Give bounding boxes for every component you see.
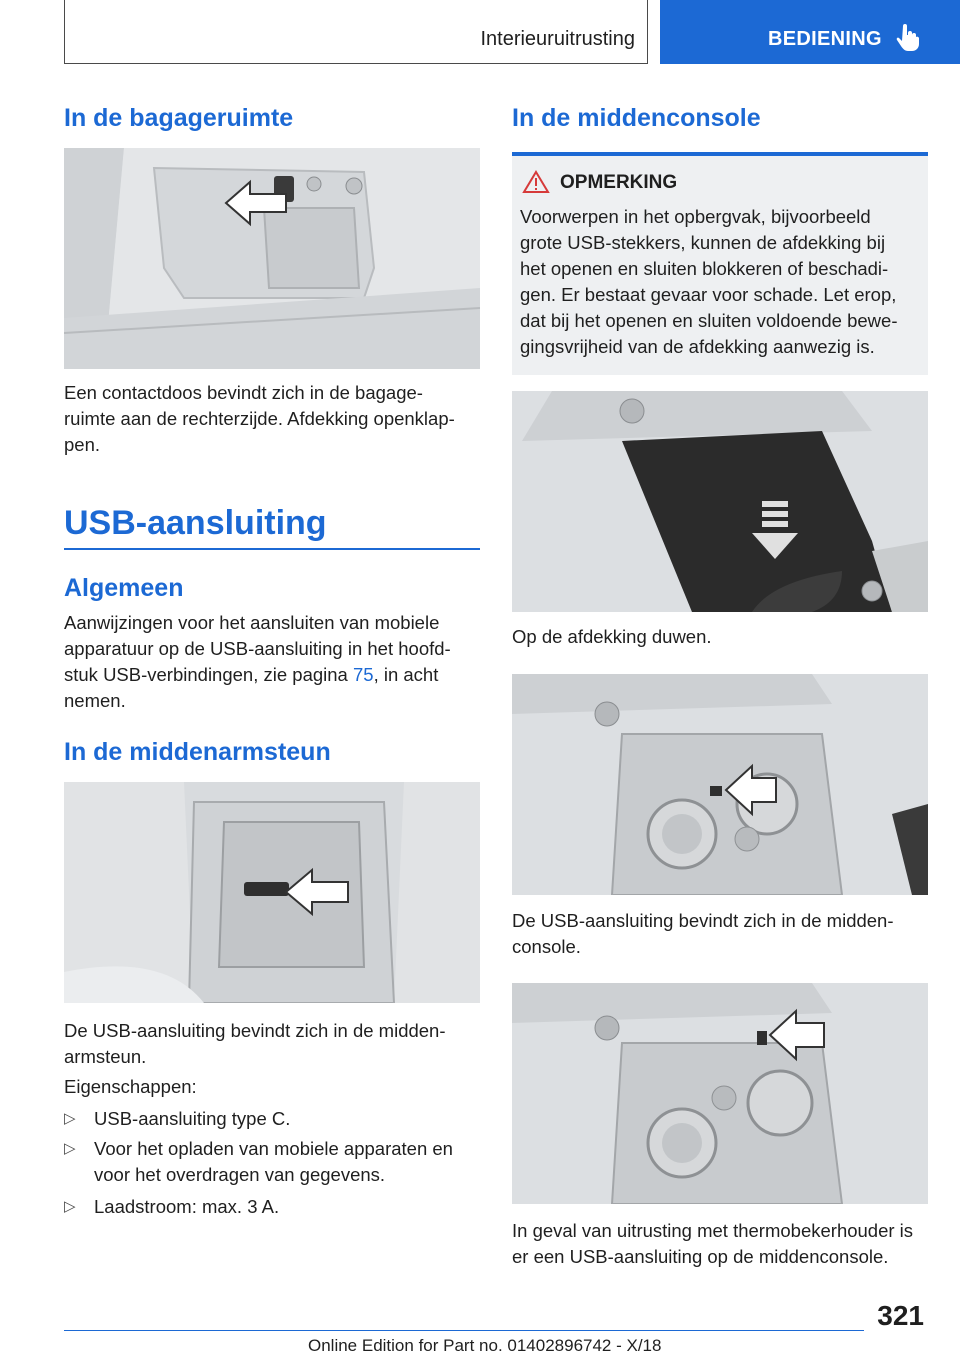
console-caption-3-line: In geval van uitrusting met thermobekerhouder is bbox=[512, 1220, 914, 1241]
list-item-text bbox=[94, 1194, 480, 1220]
header-chapter-tab[interactable] bbox=[660, 0, 960, 64]
note-line: Voorwerpen in het opbergvak, bijvoorbeeld bbox=[520, 206, 871, 227]
cargo-caption-line: Een contactdoos bevindt zich in de bagage- bbox=[64, 382, 423, 403]
general-line-text: stuk USB-verbindingen, zie pagina bbox=[64, 664, 353, 685]
console-caption-2-line: console. bbox=[512, 936, 581, 957]
note-top-rule bbox=[512, 152, 928, 156]
cargo-caption bbox=[64, 380, 480, 458]
note-text bbox=[520, 204, 926, 360]
general-paragraph bbox=[64, 610, 480, 714]
page-75-link[interactable]: 75 bbox=[352, 664, 374, 685]
cargo-caption-line: pen. bbox=[64, 434, 101, 455]
armrest-caption-line: armsteun. bbox=[64, 1046, 147, 1067]
warning-triangle-icon bbox=[522, 170, 550, 194]
page-number: 321 bbox=[877, 1300, 924, 1331]
note-line: gingsvrijheid van de afdekking aanwezig is. bbox=[520, 336, 875, 357]
general-line: nemen. bbox=[64, 690, 126, 711]
general-line-text: , in acht bbox=[373, 664, 439, 685]
console-caption-3 bbox=[512, 1218, 928, 1270]
list-item-line: Voor het opladen van mobiele apparaten en bbox=[94, 1138, 453, 1159]
general-line: Aanwijzingen voor het aansluiten van mobiele bbox=[64, 612, 440, 633]
list-item-line: USB-aansluiting type C. bbox=[94, 1108, 291, 1129]
console-usb-image bbox=[512, 674, 928, 895]
general-line: apparatuur op de USB-aansluiting in het hoofd- bbox=[64, 638, 451, 659]
armrest-title: In de middenarmsteun bbox=[64, 738, 331, 766]
console-caption-2 bbox=[512, 908, 928, 960]
note-line: grote USB-stekkers, kunnen de afdekking bij bbox=[520, 232, 886, 253]
console-caption-2-line: De USB-aansluiting bevindt zich in de midden- bbox=[512, 910, 894, 931]
general-title: Algemeen bbox=[64, 574, 184, 602]
triangle-bullet-icon: ▷ bbox=[64, 1198, 76, 1215]
note-line: gen. Er bestaat gevaar voor schade. Let erop, bbox=[520, 284, 897, 305]
note-line: dat bij het openen en sluiten voldoende bewe- bbox=[520, 310, 898, 331]
console-cover-image bbox=[512, 391, 928, 612]
footer-rule bbox=[64, 1330, 864, 1331]
cargo-title: In de bagageruimte bbox=[64, 104, 294, 132]
armrest-usb-image bbox=[64, 782, 480, 1003]
usb-title: USB-aansluiting bbox=[64, 504, 327, 542]
armrest-caption bbox=[64, 1018, 480, 1070]
list-item-line: voor het overdragen van gegevens. bbox=[94, 1164, 386, 1185]
note-line: het openen en sluiten blokkeren of beschadi- bbox=[520, 258, 889, 279]
list-item-text bbox=[94, 1136, 480, 1188]
header-section-box bbox=[64, 0, 648, 64]
console-title: In de middenconsole bbox=[512, 104, 761, 132]
cargo-socket-image bbox=[64, 148, 480, 369]
note-heading: OPMERKING bbox=[560, 172, 678, 193]
usb-title-rule bbox=[64, 548, 480, 550]
armrest-caption-line: De USB-aansluiting bevindt zich in de midden- bbox=[64, 1020, 446, 1041]
console-caption-3-line: er een USB-aansluiting op de middenconsole. bbox=[512, 1246, 889, 1267]
list-item-text bbox=[94, 1106, 480, 1132]
touch-hand-icon bbox=[896, 24, 920, 52]
triangle-bullet-icon: ▷ bbox=[64, 1110, 76, 1127]
header-section-title: Interieuruitrusting bbox=[480, 28, 635, 50]
footer-edition: Online Edition for Part no. 01402896742 - X/18 bbox=[308, 1336, 662, 1355]
triangle-bullet-icon: ▷ bbox=[64, 1140, 76, 1157]
console-thermo-cup-image bbox=[512, 983, 928, 1204]
cargo-caption-line: ruimte aan de rechterzijde. Afdekking openklap- bbox=[64, 408, 455, 429]
list-item-line: Laadstroom: max. 3 A. bbox=[94, 1196, 280, 1217]
header-chapter-label: BEDIENING bbox=[768, 28, 882, 50]
note-box bbox=[512, 152, 928, 375]
general-line bbox=[64, 662, 480, 688]
properties-label: Eigenschappen: bbox=[64, 1076, 197, 1097]
console-caption-1: Op de afdekking duwen. bbox=[512, 626, 712, 647]
